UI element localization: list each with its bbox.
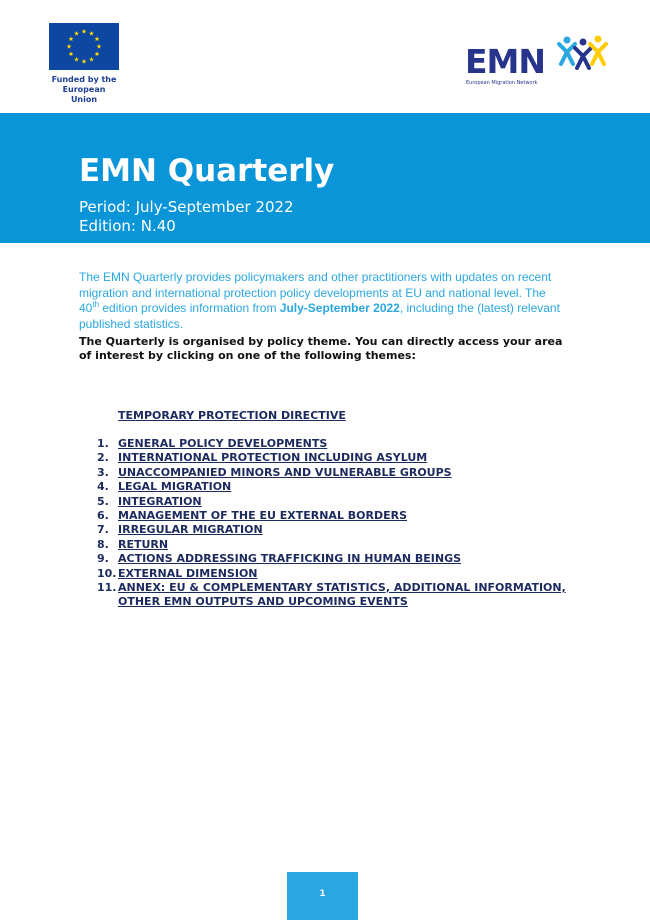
title-banner	[0, 113, 650, 243]
intro-paragraph	[79, 270, 569, 332]
link-external-dimension[interactable]: EXTERNAL DIMENSION	[118, 566, 258, 580]
list-item-number: 11.	[97, 580, 117, 594]
link-legal-migration[interactable]: LEGAL MIGRATION	[118, 480, 232, 494]
link-external-borders[interactable]: MANAGEMENT OF THE EU EXTERNAL BORDERS	[118, 508, 408, 522]
eu-funding-logo	[49, 23, 119, 105]
list-item	[97, 567, 577, 581]
list-item-number: 4.	[97, 480, 109, 494]
list-item-number: 8.	[97, 537, 109, 551]
intro-period-bold: July-September 2022	[279, 301, 400, 315]
period-label: Period: July-September 2022	[79, 198, 294, 216]
eu-star-icon	[89, 31, 94, 36]
list-item	[97, 495, 577, 509]
eu-star-icon	[89, 57, 94, 62]
theme-list	[97, 437, 577, 610]
list-item-number: 6.	[97, 508, 109, 522]
list-item-number: 10.	[97, 566, 117, 580]
emn-logo	[465, 34, 615, 89]
link-irregular-migration[interactable]: IRREGULAR MIGRATION	[118, 523, 263, 537]
page-number: 1	[287, 872, 358, 920]
eu-caption-line1: Funded by the	[51, 75, 117, 84]
link-international-protection[interactable]: INTERNATIONAL PROTECTION INCLUDING ASYLUM	[118, 451, 428, 465]
intro-text-3: , including the (latest) relevant published statistics.	[79, 301, 560, 331]
list-item-number: 9.	[97, 552, 109, 566]
list-item-number: 5.	[97, 494, 109, 508]
eu-caption	[49, 75, 119, 105]
eu-star-icon	[97, 44, 102, 49]
eu-star-icon	[69, 51, 74, 56]
link-integration[interactable]: INTEGRATION	[118, 494, 202, 508]
eu-star-icon	[74, 57, 79, 62]
eu-star-icon	[82, 59, 87, 64]
link-annex-line2[interactable]: OTHER EMN OUTPUTS AND UPCOMING EVENTS	[118, 595, 408, 609]
intro-text-1: The EMN Quarterly provides policymakers and other practitioners with updates on recent migration and international protection policy developments at EU and national level. The 40	[79, 270, 552, 315]
document-title: EMN Quarterly	[79, 153, 335, 189]
list-item	[97, 523, 577, 537]
eu-star-icon	[67, 44, 72, 49]
list-item	[97, 437, 577, 451]
eu-star-icon	[74, 31, 79, 36]
link-return[interactable]: RETURN	[118, 537, 169, 551]
link-temporary-protection-directive[interactable]: TEMPORARY PROTECTION DIRECTIVE	[118, 409, 346, 422]
emn-logo-text: EMN	[465, 42, 545, 81]
eu-star-icon	[95, 51, 100, 56]
eu-star-icon	[82, 29, 87, 34]
organised-note: The Quarterly is organised by policy theme. You can directly access your area of interest by clicking on one of the following themes:	[79, 335, 563, 362]
list-item	[97, 552, 577, 566]
emn-logo-subtitle: European Migration Network	[466, 80, 538, 86]
list-item-number: 7.	[97, 523, 109, 537]
eu-flag-icon	[49, 23, 119, 70]
list-item-number: 1.	[97, 437, 109, 450]
list-item	[97, 509, 577, 523]
link-annex[interactable]: ANNEX: EU & COMPLEMENTARY STATISTICS, ADDITIONAL INFORMATION,	[118, 580, 566, 594]
emn-figures-icon	[557, 34, 609, 74]
edition-label: Edition: N.40	[79, 217, 176, 235]
eu-star-icon	[69, 36, 74, 41]
eu-star-icon	[95, 36, 100, 41]
link-trafficking[interactable]: ACTIONS ADDRESSING TRAFFICKING IN HUMAN BEINGS	[118, 552, 462, 566]
link-unaccompanied-minors[interactable]: UNACCOMPANIED MINORS AND VULNERABLE GROUPS	[118, 465, 452, 479]
list-item	[97, 451, 577, 465]
list-item	[97, 538, 577, 552]
list-item-number: 3.	[97, 465, 109, 479]
link-general-policy-developments[interactable]: GENERAL POLICY DEVELOPMENTS	[118, 437, 328, 450]
list-item	[97, 480, 577, 494]
list-item	[97, 581, 577, 610]
list-item-number: 2.	[97, 451, 109, 465]
eu-caption-line2: European Union	[62, 85, 106, 104]
intro-text-2: edition provides information from	[99, 301, 280, 315]
list-item	[97, 466, 577, 480]
intro-superscript: th	[92, 300, 100, 309]
